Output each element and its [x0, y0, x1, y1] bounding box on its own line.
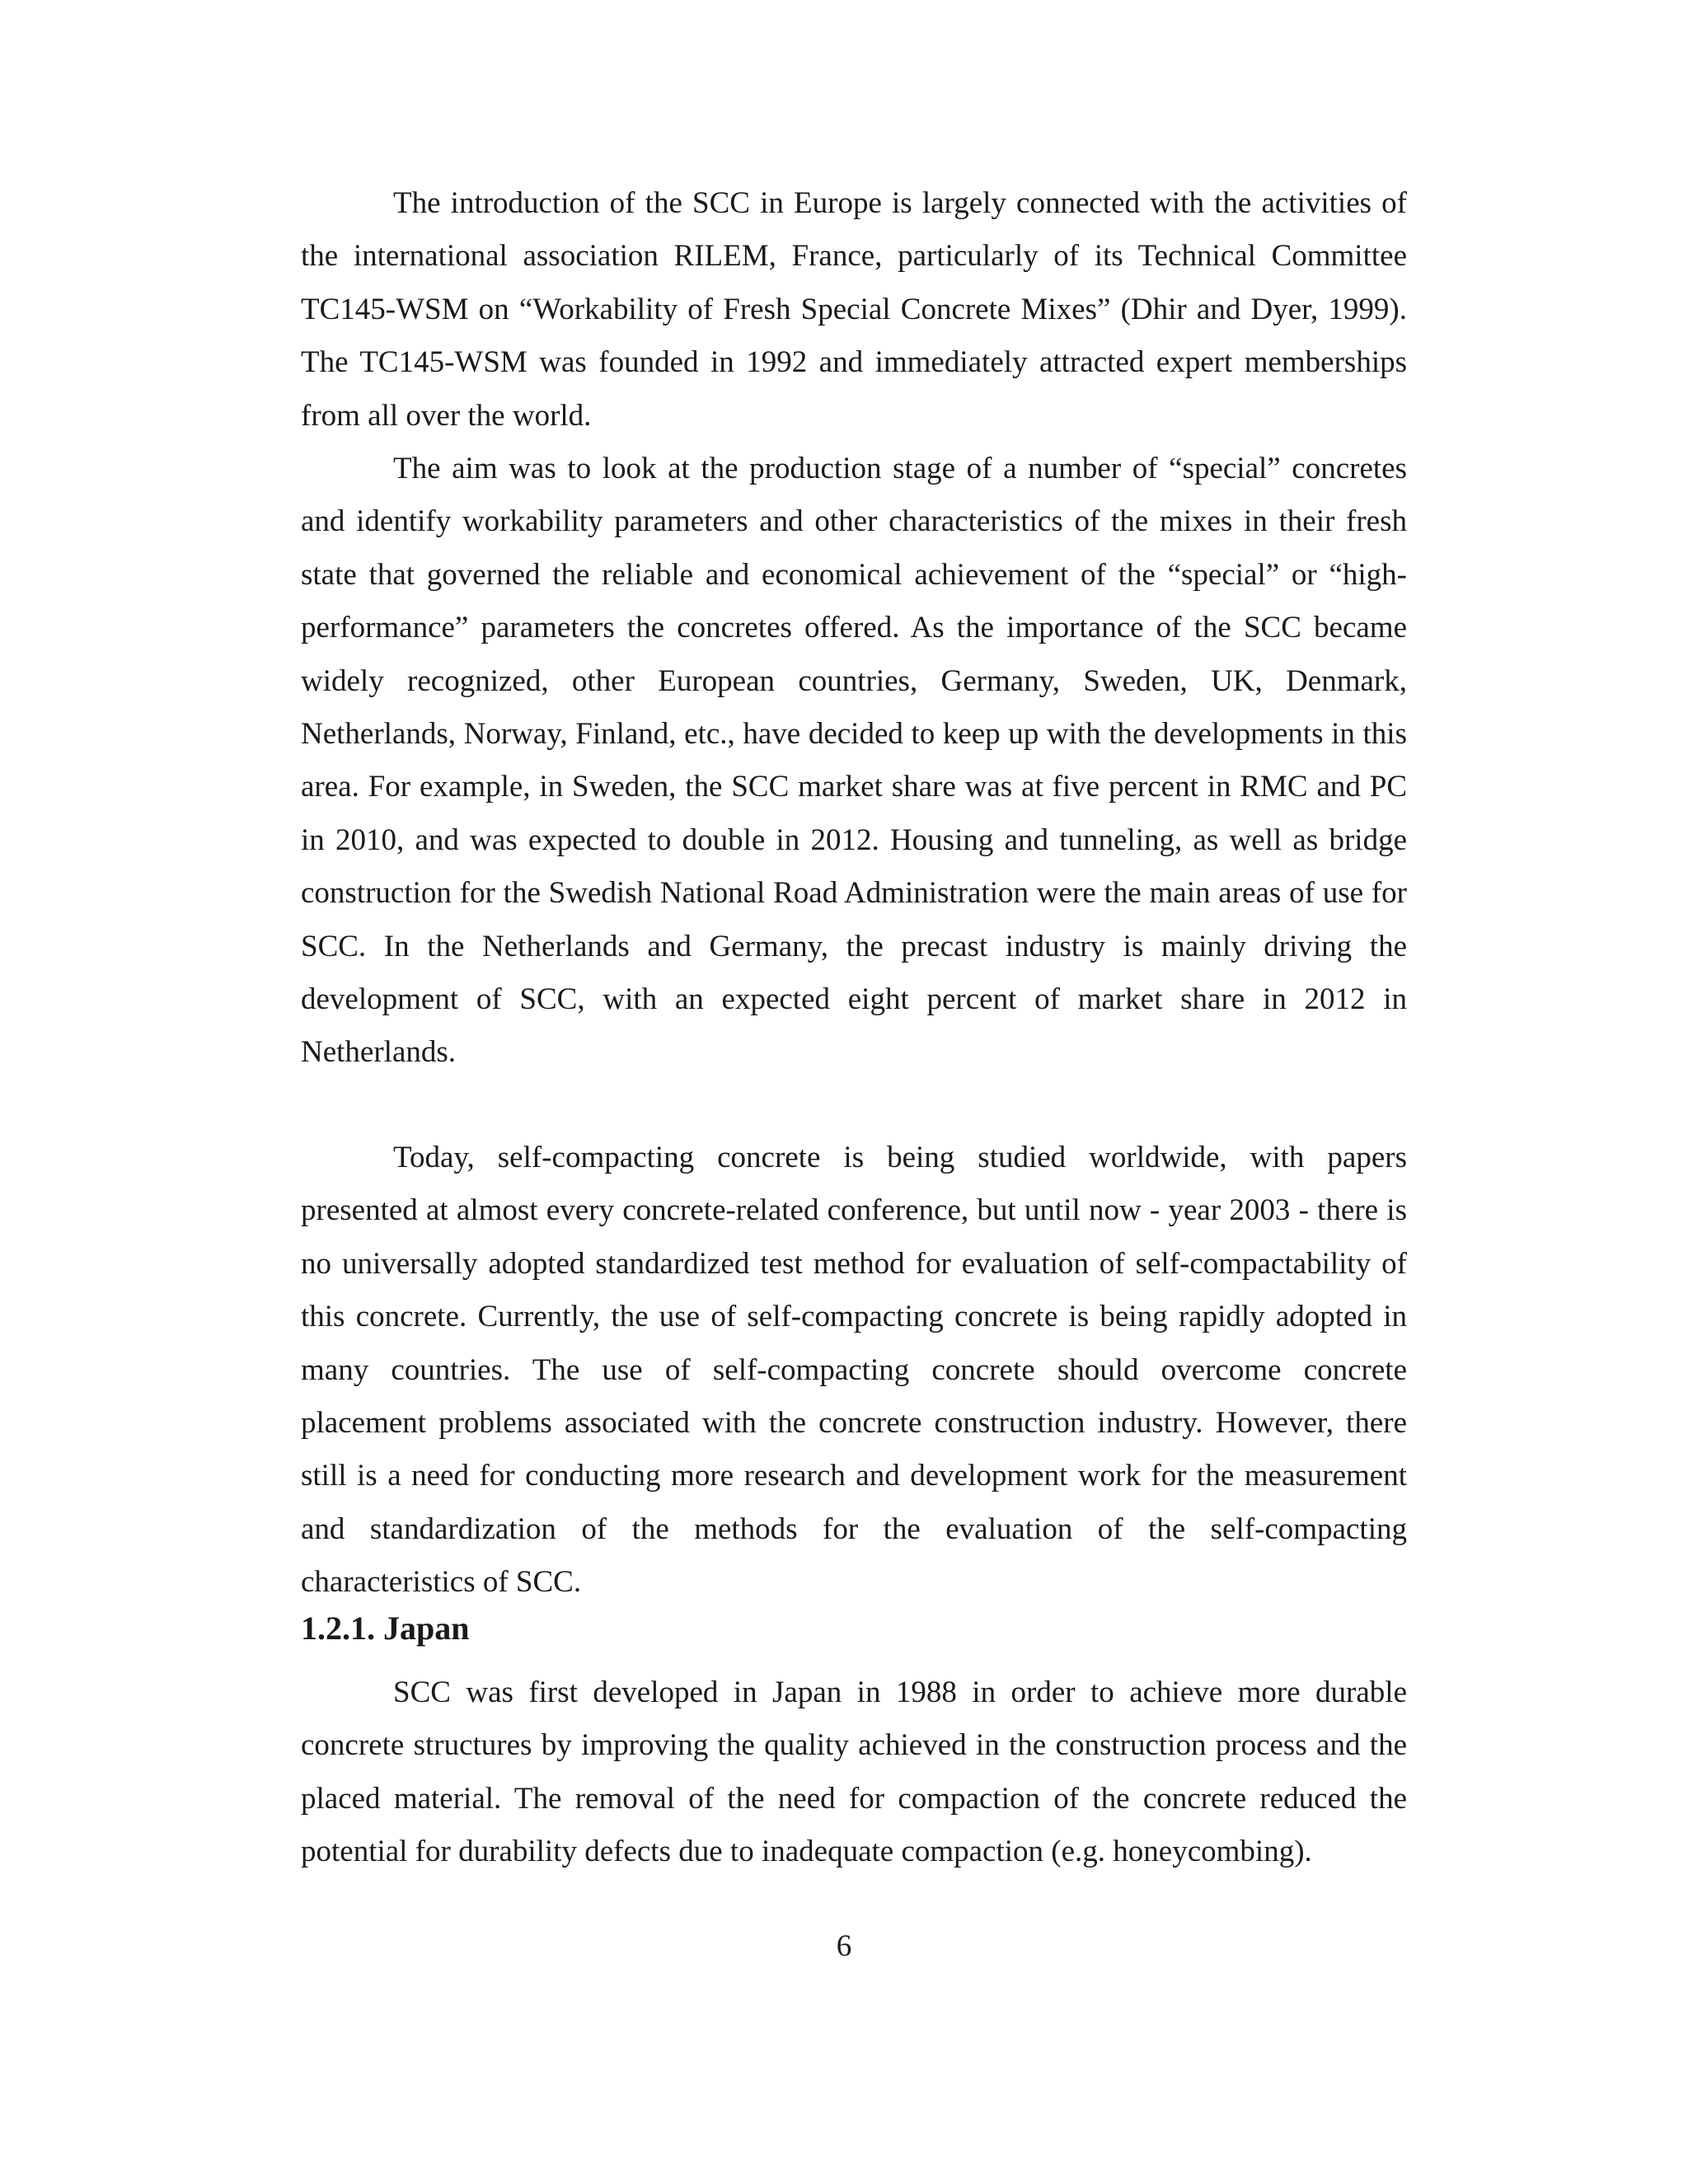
- paragraph-text: Today, self-compacting concrete is being studied worldwide, with papers presented at almost every concrete-related conference, but until now - year 2003 - there is no universally adopted standardized test method for evaluation of self-compactability of this concrete. Currently, the use of self-compacting concrete is being rapidly adopted in many countries. The use of self-compacting concrete should overcome concrete placement problems associated with the concrete construction industry. However, there still is a need for conducting more research and development work for the measurement and standardization of the methods for the evaluation of the self-compacting characteristics of SCC.: [301, 1141, 1407, 1600]
- paragraph-text: SCC was first developed in Japan in 1988 in order to achieve more durable concrete structures by improving the quality achieved in the construction process and the placed material. The removal of the need for compaction of the concrete reduced the potential for durability defects due to inadequate compaction (e.g. honeycombing).: [301, 1675, 1407, 1869]
- body-paragraph: [301, 1666, 1407, 1879]
- body-paragraph: [301, 443, 1407, 1080]
- body-paragraph: [301, 1132, 1407, 1610]
- body-paragraph: [301, 177, 1407, 443]
- paragraph-text: The aim was to look at the production stage of a number of “special” concretes and identify workability parameters and other characteristics of the mixes in their fresh state that governed the reliable and economical achievement of the “special” or “high-performance” parameters the concretes offered. As the importance of the SCC became widely recognized, other European countries, Germany, Sweden, UK, Denmark, Netherlands, Norway, Finland, etc., have decided to keep up with the developments in this area. For example, in Sweden, the SCC market share was at five percent in RMC and PC in 2010, and was expected to double in 2012. Housing and tunneling, as well as bridge construction for the Swedish National Road Administration were the main areas of use for SCC. In the Netherlands and Germany, the precast industry is mainly driving the development of SCC, with an expected eight percent of market share in 2012 in Netherlands.: [301, 452, 1407, 1070]
- section-heading: 1.2.1. Japan: [301, 1610, 470, 1647]
- page-number: 6: [836, 1929, 852, 1963]
- paragraph-text: The introduction of the SCC in Europe is largely connected with the activities of the international association RILEM, France, particularly of its Technical Committee TC145-WSM on “Workability of Fresh Special Concrete Mixes” (Dhir and Dyer, 1999). The TC145-WSM was founded in 1992 and immediately attracted expert memberships from all over the world.: [301, 186, 1407, 433]
